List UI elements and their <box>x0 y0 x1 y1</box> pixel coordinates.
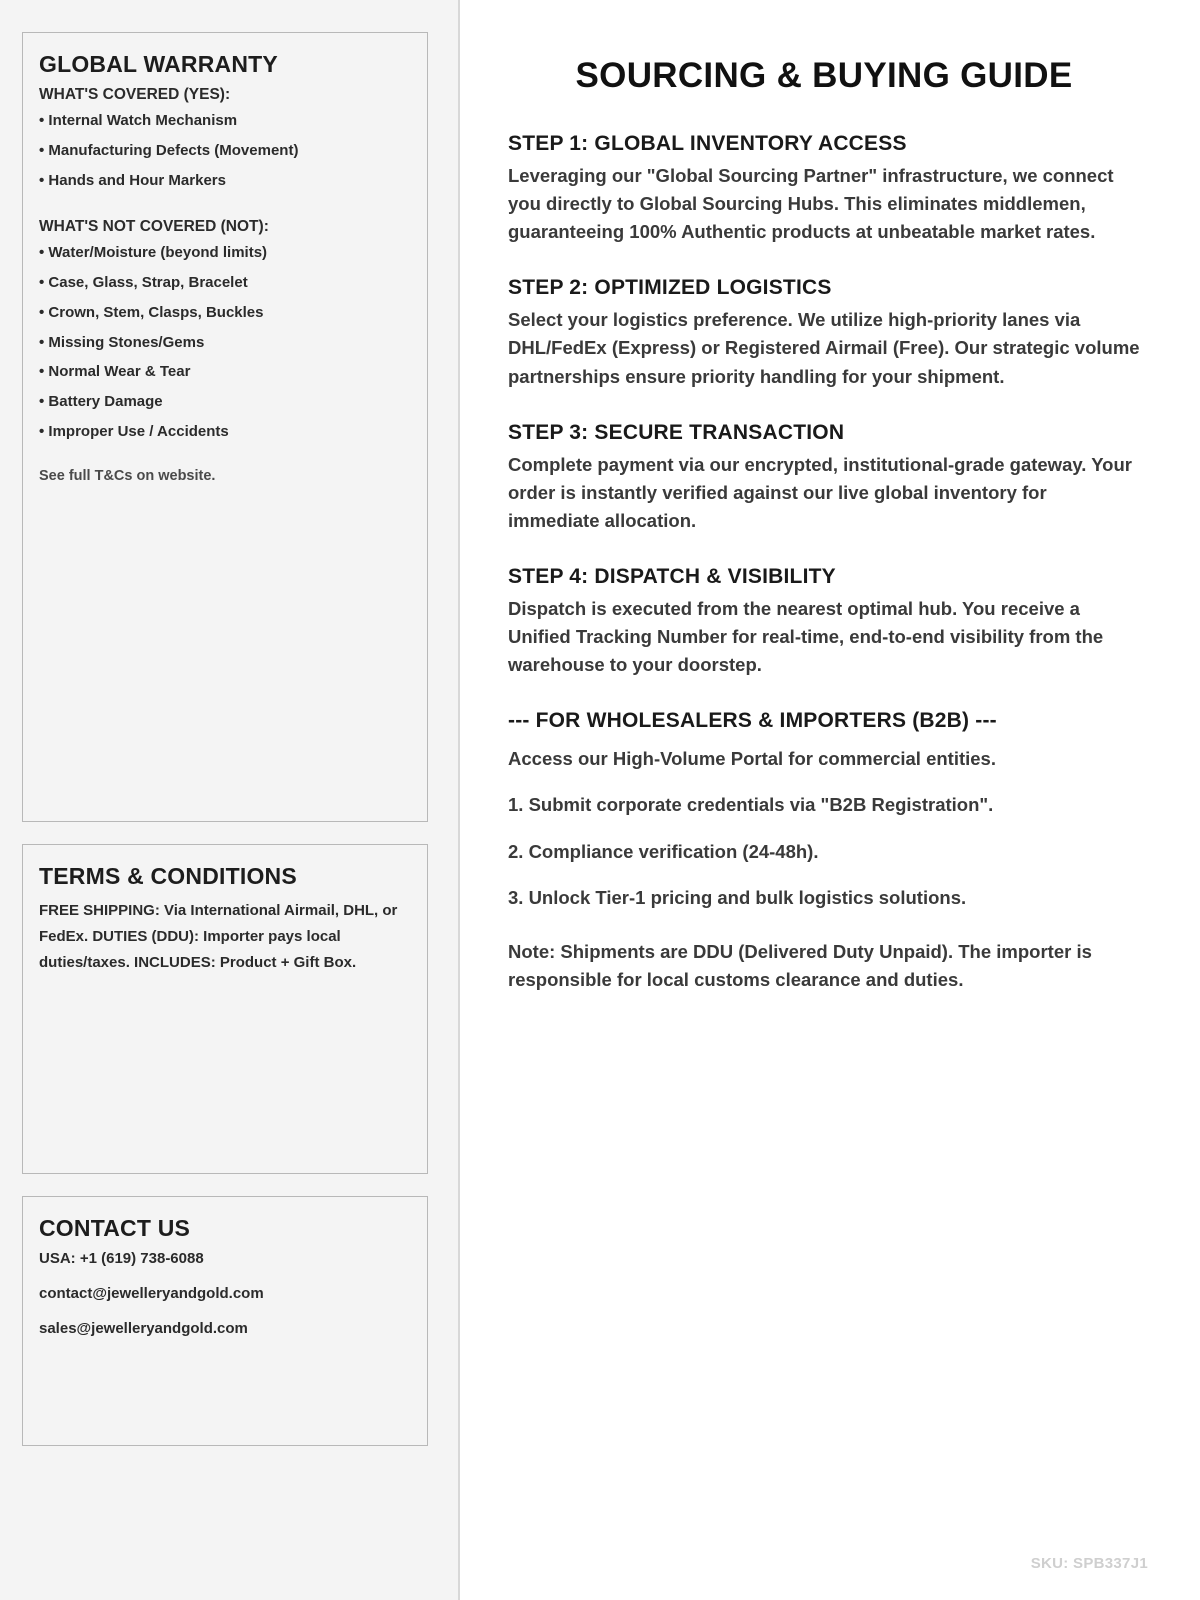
b2b-section-heading: --- FOR WHOLESALERS & IMPORTERS (B2B) --- <box>508 709 997 733</box>
warranty-not-covered-heading: WHAT'S NOT COVERED (NOT): <box>39 218 269 236</box>
warranty-not-covered-item: • Missing Stones/Gems <box>39 333 205 351</box>
contact-email-primary[interactable]: contact@jewelleryandgold.com <box>39 1285 264 1302</box>
contact-title: CONTACT US <box>39 1215 191 1241</box>
sku-label: SKU: SPB337J1 <box>1030 1555 1148 1572</box>
contact-phone[interactable]: USA: +1 (619) 738-6088 <box>39 1250 204 1267</box>
warranty-covered-item: • Internal Watch Mechanism <box>39 112 238 129</box>
b2b-intro: Access our High-Volume Portal for commercial entities. <box>508 748 996 770</box>
page-title: SOURCING & BUYING GUIDE <box>575 56 1073 95</box>
step-4-heading: STEP 4: DISPATCH & VISIBILITY <box>508 564 836 588</box>
warranty-covered-item: • Manufacturing Defects (Movement) <box>39 141 299 159</box>
warranty-covered-item: • Hands and Hour Markers <box>39 171 226 189</box>
terms-body: FREE SHIPPING: Via International Airmail, DHL, or FedEx. DUTIES (DDU): Importer pays local duties/taxes. INCLUDES: Product + Gift Box. <box>39 902 398 971</box>
warranty-not-covered-item: • Crown, Stem, Clasps, Buckles <box>39 303 264 321</box>
step-3-body: Complete payment via our encrypted, institutional-grade gateway. Your order is instantly verified against our live global inventory for immediate allocation. <box>508 453 1132 531</box>
step-1-heading: STEP 1: GLOBAL INVENTORY ACCESS <box>508 132 907 155</box>
b2b-ddu-note: Note: Shipments are DDU (Delivered Duty Unpaid). The importer is responsible for local customs clearance and duties. <box>508 940 1092 990</box>
step-3-heading: STEP 3: SECURE TRANSACTION <box>508 420 845 444</box>
contact-us-panel <box>22 1196 428 1446</box>
b2b-step-item: 1. Submit corporate credentials via "B2B Registration". <box>508 794 994 816</box>
warranty-title: GLOBAL WARRANTY <box>39 51 278 77</box>
global-warranty-panel <box>22 32 428 822</box>
terms-title: TERMS & CONDITIONS <box>39 863 297 889</box>
terms-and-conditions-panel <box>22 844 428 1174</box>
warranty-footnote: See full T&Cs on website. <box>39 467 216 484</box>
contact-email-sales[interactable]: sales@jewelleryandgold.com <box>39 1320 248 1337</box>
step-2-body: Select your logistics preference. We utilize high-priority lanes via DHL/FedEx (Express) or Registered Airmail (Free). Our strategic volume partnerships ensure priority handling for your shipment. <box>508 309 1140 387</box>
warranty-not-covered-item: • Normal Wear & Tear <box>39 363 191 381</box>
step-4-body: Dispatch is executed from the nearest optimal hub. You receive a Unified Tracking Number for real-time, end-to-end visibility from the warehouse to your doorstep. <box>508 597 1104 676</box>
warranty-not-covered-item: • Battery Damage <box>39 393 163 410</box>
b2b-step-item: 3. Unlock Tier-1 pricing and bulk logistics solutions. <box>508 886 967 908</box>
b2b-step-item: 2. Compliance verification (24-48h). <box>508 840 819 862</box>
step-1-body: Leveraging our "Global Sourcing Partner" infrastructure, we connect you directly to Global Sourcing Hubs. This eliminates middlemen, guaranteeing 100% Authentic products at unbeatable market rates. <box>508 165 1114 243</box>
step-2-heading: STEP 2: OPTIMIZED LOGISTICS <box>508 276 832 300</box>
warranty-not-covered-item: • Water/Moisture (beyond limits) <box>39 244 268 262</box>
left-sidebar <box>0 0 460 1600</box>
main-content <box>460 0 1200 1600</box>
warranty-not-covered-item: • Improper Use / Accidents <box>39 422 229 440</box>
warranty-not-covered-item: • Case, Glass, Strap, Bracelet <box>39 274 248 291</box>
warranty-covered-heading: WHAT'S COVERED (YES): <box>39 86 231 103</box>
